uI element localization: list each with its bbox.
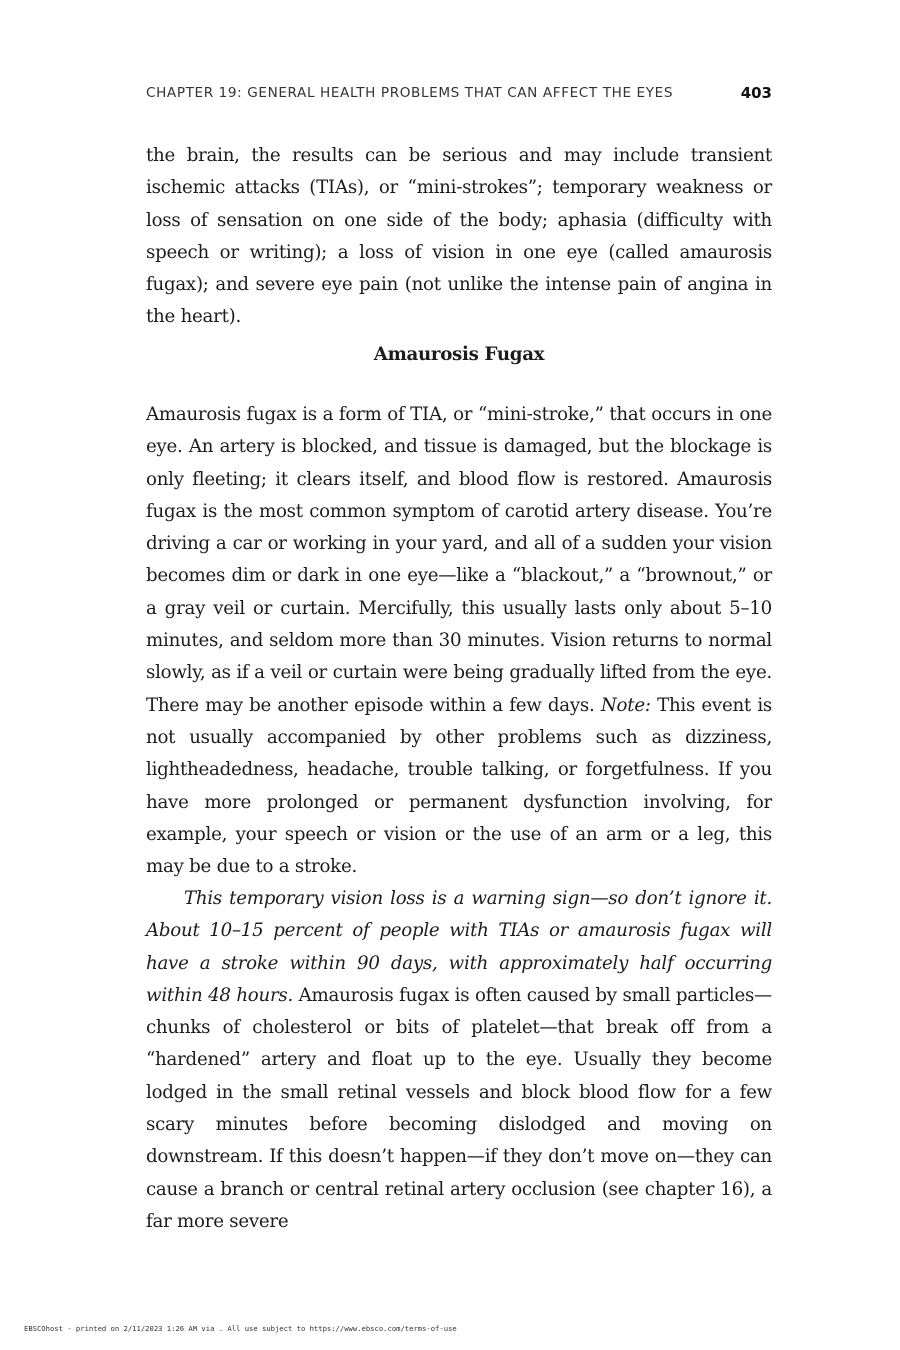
paragraph-continued: the brain, the results can be serious and may include transient ischemic attacks (TIAs), or “mini-strokes”; temporary weakness or loss of sensation on one side of the body; aphasia (difficulty with speech or writing); a loss of vision in one eye (called amaurosis fugax); and severe eye pain (not unlike the intense pain of angina in the heart). [146,145,772,328]
paragraph-text: Amaurosis fugax is often caused by small particles—chunks of cholesterol or bits of platelet—that break off from a “hardened” artery and float up to the eye. Usually they become lodged in the small retinal vessels and block blood flow for a few scary minutes before becoming dislodged and moving on downstream. If this doesn’t happen—if they don’t move on—they can cause a branch or central retinal artery occlusion (see chapter 16), a far more severe [146,984,772,1232]
section-heading: Amaurosis Fugax [373,344,545,365]
warning-emphasis: This temporary vision loss is a warning sign—so don’t ignore it. About 10–15 percent of people with TIAs or amaurosis fugax will have a stroke within 90 days, with approximately half occurring within 48 hours. [146,888,772,1006]
page-number: 403 [740,84,772,102]
note-label: Note: [600,694,651,716]
running-title: CHAPTER 19: GENERAL HEALTH PROBLEMS THAT CAN AFFECT THE EYES [146,85,674,101]
paragraph-text: Amaurosis fugax is a form of TIA, or “mini-stroke,” that occurs in one eye. An artery is blocked, and tissue is damaged, but the blockage is only fleeting; it clears itself, and blood flow is restored. Amaurosis fugax is the most common symptom of carotid artery disease. You’re driving a car or working in your yard, and all of a sudden your vision becomes dim or dark in one eye—like a “blackout,” a “brownout,” or a gray veil or curtain. Mercifully, this usually lasts only about 5–10 minutes, and seldom more than 30 minutes. Vision returns to normal slowly, as if a veil or curtain were being gradually lifted from the eye. There may be another episode within a few days. [146,404,772,716]
running-header [146,85,772,101]
print-footer: EBSCOhost - printed on 2/11/2023 1:26 AM via . All use subject to https://www.ebsco.com/terms-of-use [24,1324,457,1333]
paragraph-text: This event is not usually accompanied by other problems such as dizziness, lightheadedness, headache, trouble talking, or forgetfulness. If you have more prolonged or permanent dysfunction involving, for example, your speech or vision or the use of an arm or a leg, this may be due to a stroke. [146,694,772,878]
paragraph-amaurosis-description [146,399,772,883]
paragraph-warning [146,883,772,1238]
